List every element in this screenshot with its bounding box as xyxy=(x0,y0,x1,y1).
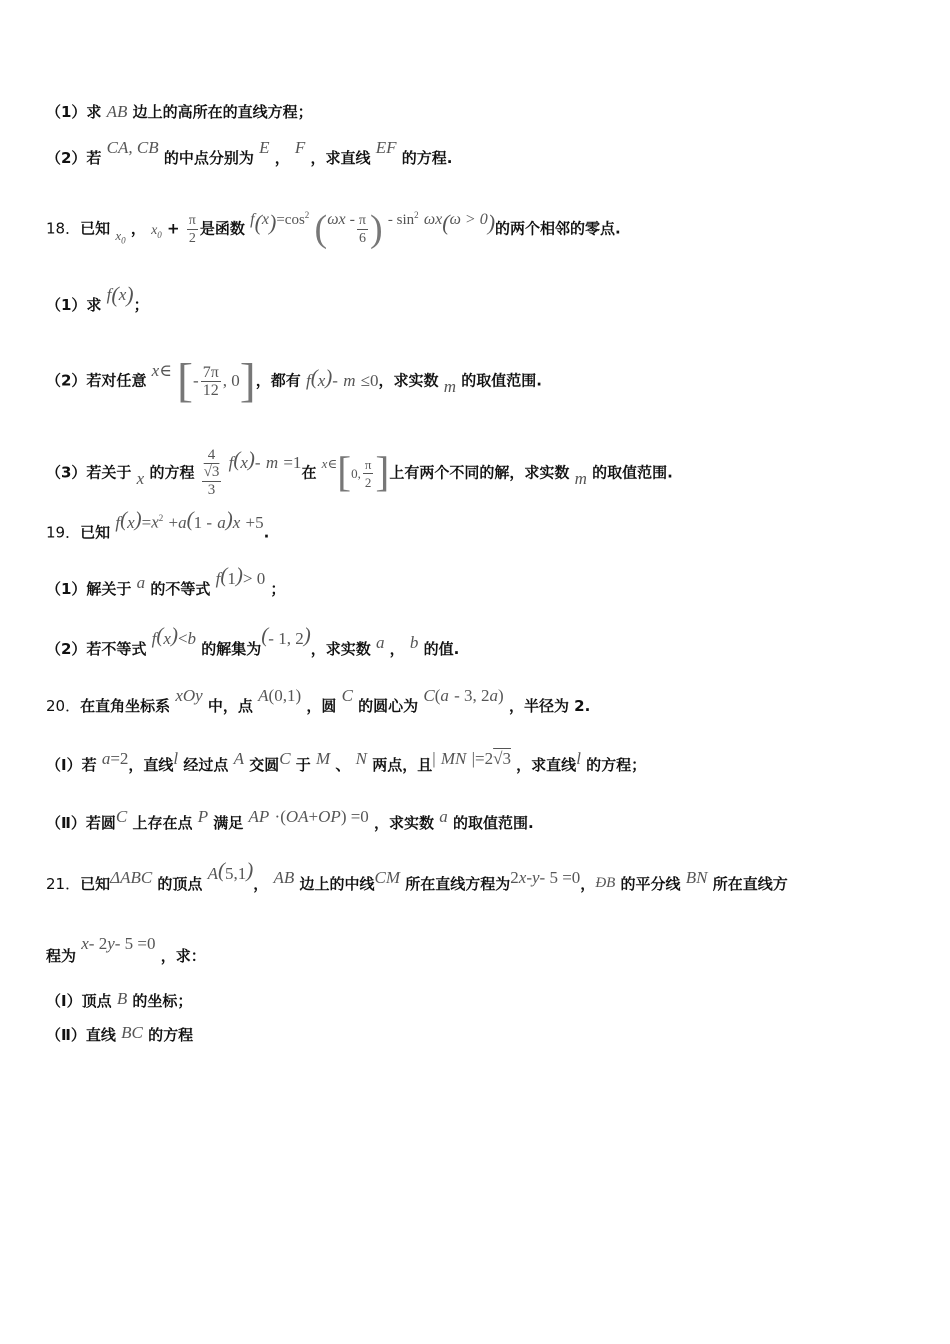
problem-20-part-2: （Ⅱ）若圆C 上存在点 P 满足 AP ·(OA+OP) =0 ，求实数 a 的取值范围. xyxy=(46,807,534,832)
problem-20-stem: 20．在直角坐标系 xOy 中，点 A(0,1) ，圆 C 的圆心为 C(a - 3, 2a) ，半径为 2. xyxy=(46,686,591,715)
problem-17-part-1: （1）求 AB 边上的高所在的直线方程； xyxy=(46,102,313,121)
problem-21-part-1: （Ⅰ）顶点 B 的坐标； xyxy=(46,989,193,1010)
problem-21-part-2: （Ⅱ）直线 BC 的方程 xyxy=(46,1023,194,1044)
problem-20-part-1: （Ⅰ）若 a=2，直线l 经过点 A 交圆C 于 M 、 N 两点，且| MN |=2√3 ，求直线l 的方程； xyxy=(46,749,647,774)
problem-19-part-1: （1）解关于 a 的不等式 f(1)> 0 ； xyxy=(46,563,286,598)
problem-21-stem-cont: 程为 x- 2y- 5 =0 ，求： xyxy=(46,934,206,965)
problem-18-part-3: （3）若关于 x 的方程 4 √3 3 f(x)- m =1在 x∈[0, $\frac{\pi}{2}$ ]上有两个不同的解，求实数 m 的取值范围. xyxy=(46,446,673,498)
problem-21-stem: 21．已知ΔABC 的顶点 A(5,1)， AB 边上的中线CM 所在直线方程为2x-y- 5 =0，ÐB 的平分线 BN 所在直线方 xyxy=(46,858,788,893)
problem-18-part-2: （2）若对任意 x∈ [- $\frac{7\pi}{12}$ , 0]，都有 f(x)- m ≤0，求实数 m 的取值范围. xyxy=(46,354,542,407)
problem-19-part-2: （2）若不等式 f(x)<b 的解集为(- 1, 2)，求实数 a ， b 的值. xyxy=(46,623,460,658)
problem-19-stem: 19．已知 $f(x)=x^2 +a(1 - a)x +5$. xyxy=(46,506,270,542)
problem-17-part-2: （2）若 CA, CB 的中点分别为 E ， F ，求直线 EF 的方程. xyxy=(46,138,453,167)
problem-18-part-1: （1）求 f(x)； xyxy=(46,282,149,314)
problem-18-stem: 18．已知 $x_0$ ， $x_0$ + $\frac{\pi}{2}$ 是函数 $f(x)=\cos^2$ (ωx - $\frac{\pi}{6}$ ) - $\sin^2 \omega x(\omega > 0)$的两个相邻的零点. xyxy=(46,208,621,250)
